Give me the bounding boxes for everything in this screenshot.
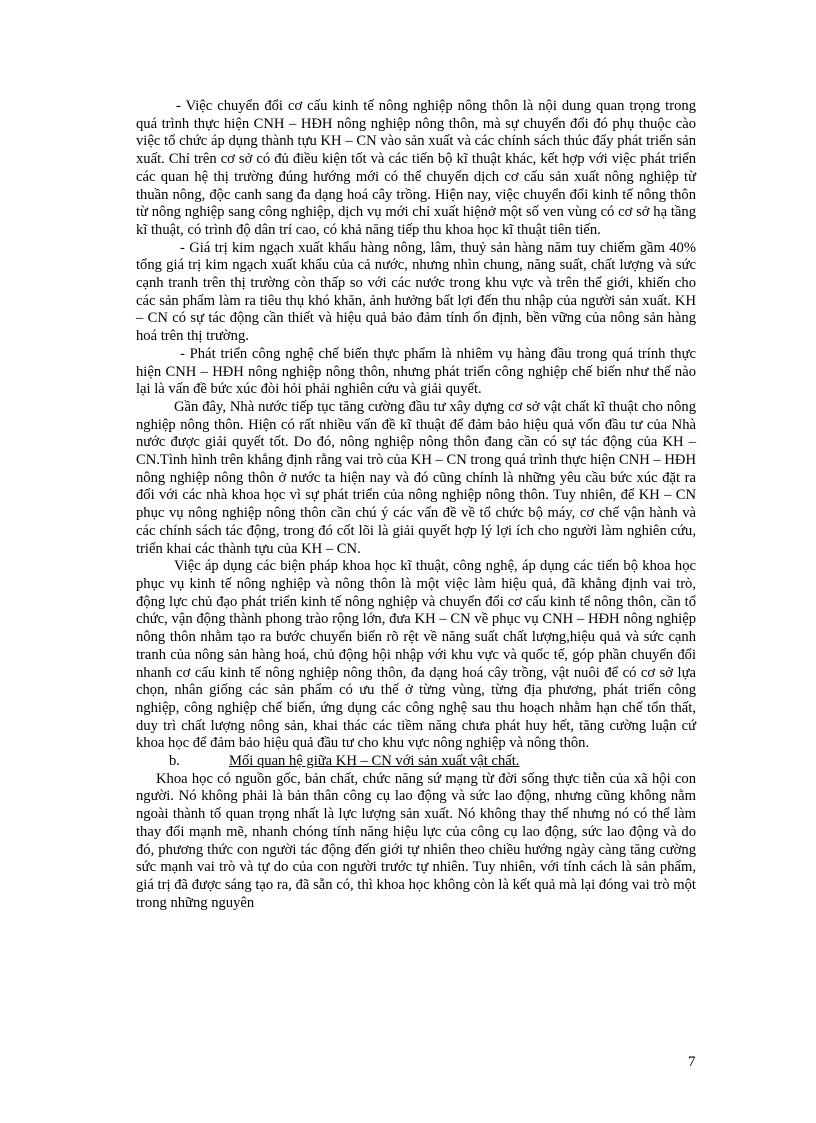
section-heading bbox=[136, 753, 696, 771]
paragraph-export-value: - Giá trị kim ngạch xuất khẩu hàng nông, lâm, thuỷ sản hàng năm tuy chiếm gầm 40% tổng giá trị kim ngạch xuất khẩu của cả nước, nhưng nhìn chung, năng suất, chất lượng và sức cạnh tranh trên thị trường còn thấp so với các nước trong khu vực và trên thế giới, khiến cho các sản phẩm làm ra tiêu thụ khó khăn, ảnh hưởng bất lợi đến thu nhập của người sản xuất. KH – CN có sự tác động cần thiết và hiệu quả bảo đảm tính ổn định, bền vững của nông sản hàng hoá trên thị trường. bbox=[136, 239, 696, 345]
paragraph-state-investment: Gần đây, Nhà nước tiếp tục tăng cường đầu tư xây dựng cơ sở vật chất kĩ thuật cho nông nghiệp nông thôn. Hiện có rất nhiều vấn đề kĩ thuật để đảm bảo hiệu quả vốn đầu tư của Nhà nước được giải quyết tốt. Do đó, nông nghiệp nông thôn đang cần có sự tác động của KH – CN.Tình hình trên khẳng định rằng vai trò của KH – CN trong quá trình thực hiện CNH – HĐH nông nghiệp nông thôn ở nước ta hiện nay và đó cũng chính là những yêu cầu bức xúc đặt ra đối với các nhà khoa học vì sự phát triển của nông nghiệp nông thôn. Tuy nhiên, để KH – CN phục vụ nông nghiệp nông thôn cần chú ý các vấn đề về tổ chức bộ máy, cơ chế vận hành và các chính sách tác động, trong đó cốt lõi là giải quyết hợp lý lợi ích cho người làm nghiên cứu, triển khai các thành tựu của KH – CN. bbox=[136, 398, 696, 557]
paragraph-science-origin: Khoa học có nguồn gốc, bản chất, chức năng sứ mạng từ đời sống thực tiễn của xã hội con người. Nó không phải là bản thân công cụ lao động và sức lao động, nhưng cũng không nằm ngoài thành tố quan trọng nhất là lực lượng sản xuất. Nó không thay thế nhưng nó có thể làm thay đổi mạnh mẽ, nhanh chóng tính năng hiệu lực của công cụ lao động, sức lao động và do đó, phương thức con người tác động đến giới tự nhiên theo chiều hướng ngày càng tăng cường sức mạnh vai trò và tự do của con người trước tự nhiên. Tuy nhiên, với tính cách là sản phẩm, giá trị đã được sáng tạo ra, đã sẵn có, thì khoa học không còn là kết quả mà lại đóng vai trò một trong những nguyên bbox=[136, 770, 696, 911]
body-text bbox=[136, 98, 696, 912]
section-number: b. bbox=[169, 753, 180, 770]
paragraph-economic-restructuring: - Việc chuyển đổi cơ cấu kinh tế nông nghiệp nông thôn là nội dung quan trọng trong quá trình thực hiện CNH – HĐH nông nghiệp nông thôn, mà sự chuyển đổi đó phụ thuộc cào việc tổ chức áp dụng thành tựu KH – CN vào sản xuất và các chính sách thúc đẩy phát triển sản xuất. Chỉ trên cơ sở có đủ điều kiện tốt và các tiến bộ kĩ thuật khác, kết hợp với việc phát triển các quan hệ thị trường đúng hướng mới có thể chuyển dịch cơ cấu sản xuất nông nghiệp từ thuần nông, độc canh sang đa dạng hoá cây trồng. Hiện nay, việc chuyển đổi kinh tế nông thôn từ nông nghiệp sang công nghiệp, dịch vụ mới chỉ xuất hiệnở một số ven vùng có cơ sở hạ tầng kĩ thuật, có trình độ dân trí cao, có khả năng tiếp thu khoa học kĩ thuật tiên tiến. bbox=[136, 98, 696, 238]
section-title: Mối quan hệ giữa KH – CN với sản xuất vật chất. bbox=[229, 753, 520, 770]
paragraph-applied-science: Việc áp dụng các biện pháp khoa học kĩ thuật, công nghệ, áp dụng các tiến bộ khoa học phục vụ kinh tế nông nghiệp và nông thôn là một việc làm hiệu quả, đã khẳng định vai trò, động lực chủ đạo phát triển kinh tế nông nghiệp và chuyển đổi cơ cấu kinh tế nông thôn, cần tổ chức, vận động thành phong trào rộng lớn, đưa KH – CN về phục vụ CNH – HĐH nông nghiệp nông thôn nhằm tạo ra bước chuyển biến rõ rệt về năng suất chất lượng,hiệu quả và sức cạnh tranh của nông sản hàng hoá, chủ động hội nhập với khu vực và quốc tế, góp phần chuyển đổi nhanh cơ cấu kinh tế nông nghiệp nông thôn, đa dạng hoá cây trồng, vật nuôi để có cơ sở lựa chọn, nhân giống các sản phẩm có ưu thế ở từng vùng, từng địa phương, phát triển công nghiệp, công nghiệp chế biến, ứng dụng các công nghệ sau thu hoạch nhằm hạn chế tổn thất, duy trì chất lượng nông sản, khai thác các tiềm năng chưa phát huy hết, tăng cường luận cứ khoa học để đảm bảo hiệu quả đầu tư cho khu vực nông nghiệp và nông thôn. bbox=[136, 558, 696, 752]
paragraph-food-processing: - Phát triển công nghệ chế biến thực phẩm là nhiêm vụ hàng đầu trong quá trính thực hiện CNH – HĐH nông nghiệp nông thôn, nhưng phát triển công nghiệp chế biến như thế nào lại là vấn đề bức xúc đòi hỏi phải nghiên cứu và giải quyết. bbox=[136, 345, 696, 398]
page-number: 7 bbox=[688, 1054, 696, 1070]
